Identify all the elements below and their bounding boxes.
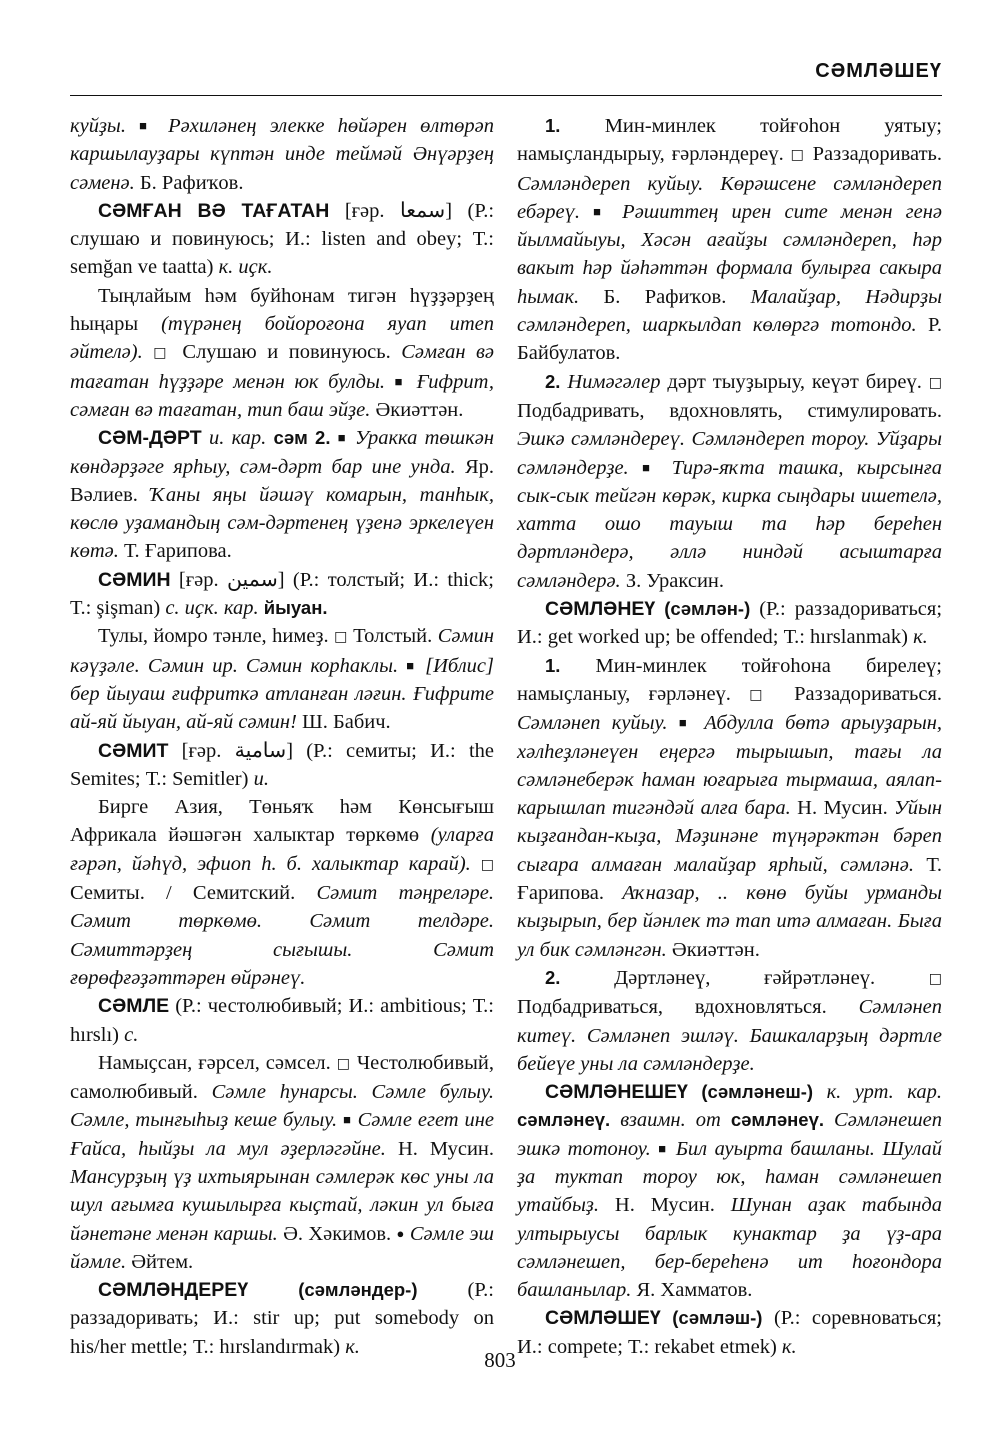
- sense-1: [517, 112, 942, 368]
- definition-text: Мин-минлек тойғоһон уятыу; намыҫландырыу, ғәрләндереү.: [517, 115, 942, 166]
- example: Рәхиләнең элекке һөйәрен өлтөрәп каршылауҙары күптән инде теймәй Әнүәрҙең сәменә.: [70, 115, 495, 194]
- example: Ҡаны яңы йәшәү комарын, танһык, көслө уҙамандың сәм-дәртенең үҙенә эркелеүен көтә.: [70, 483, 494, 563]
- russian-equivalent: Подбадриваться, вдохновляться.: [517, 996, 827, 1019]
- page-number: 803: [484, 1348, 516, 1372]
- arabic-script: سمعا: [400, 199, 446, 222]
- example: Сәмләнеп куйыу.: [517, 712, 668, 735]
- etymology: [ғәр.: [178, 568, 219, 591]
- source: Б. Рафиҡов.: [139, 171, 244, 194]
- entry-samgan: [70, 197, 494, 282]
- sense-1: [517, 652, 942, 964]
- example: Сәмләнешеп эшкә тотоноу.: [517, 1109, 943, 1160]
- example: Сәмле егет ине Ғайса, һыйҙы ла мул әҙерләгәйне.: [70, 1109, 495, 1160]
- example: Шунан аҙак табында ултырыусы барлык кунактар ҙа үҙ-ара сәмләнешеп, бер-береһенә ит һоғондора башланылар.: [517, 1194, 943, 1302]
- headword: СӘМИТ: [98, 739, 169, 762]
- part-of-speech: и.: [253, 767, 269, 790]
- arabic-script: سامية: [234, 739, 287, 762]
- open-square-icon: □: [928, 374, 942, 391]
- note: (уларға ғәрәп, йәһүд, эфиоп h. б. халыктар карай).: [70, 824, 494, 875]
- example: Сәмит тәңреләре. Сәмит төркөмө. Сәмит телдәре. Сәмиттәрҙең сығышы. Сәмит ғөрөфғәҙәттәрен өйрәнеү.: [70, 882, 494, 989]
- cross-reference: сәмләнеү.: [730, 1109, 825, 1131]
- square-marker-icon: ■: [139, 118, 155, 133]
- running-head: СӘМЛӘШЕҮ: [815, 60, 942, 82]
- entry-continuation: [70, 112, 494, 197]
- russian-equivalent: Семиты. / Семитский.: [70, 882, 296, 905]
- example: Сәмин кәүҙәле. Сәмин ир. Сәмин корһаклы.: [70, 625, 495, 677]
- open-square-icon: □: [334, 629, 348, 646]
- example: Тирә-яҡта ташка, кырсынға сык-сык тейгән көрәк, кирка сыңдары ишетелә, хатта ошо тауыш та һәр берeһен дәртләндерә, әллә ниндәй асыштарға сәмләндерә.: [517, 456, 943, 592]
- entry-samit: [70, 737, 494, 794]
- russian-equivalent: Слушаю и повинуюсь.: [182, 341, 391, 364]
- example: Ғифрит, сәмған вә тағатан, тип баш эйҙе.: [70, 370, 495, 421]
- source: Б. Рафиҡов.: [603, 285, 727, 308]
- entry-samlaneshew: [517, 1078, 942, 1304]
- square-marker-icon: ■: [337, 430, 348, 446]
- headword: СӘМЛӘНЕҮ: [545, 598, 656, 621]
- example: Уракка төшкән көндәрҙәге ярһыу, сәм-дәрт бар ине унда.: [70, 427, 494, 478]
- definition-text: Тулы, йомро тәнле, һимеҙ.: [98, 625, 329, 648]
- source: З. Ураксин.: [625, 569, 725, 592]
- example: Малайҙар, Нәдирҙы сәмләндереп, шаркылдап көлөргә тотондо.: [517, 285, 943, 337]
- russian-equivalent: Толстый.: [353, 625, 433, 648]
- open-square-icon: □: [336, 1055, 351, 1072]
- arabic-script: سمين: [226, 568, 278, 591]
- definition: [70, 282, 494, 424]
- stem: (сәмлән-): [664, 598, 751, 620]
- source: Т. Ғарипова.: [517, 853, 942, 905]
- entry-samlanew: [517, 595, 942, 652]
- entry-samle: [70, 992, 494, 1049]
- definition-text: Дәртләнеү, ғәйрәтләнеү.: [614, 966, 876, 989]
- source: Т. Ғарипова.: [124, 540, 232, 563]
- headword: СӘМҒАН ВӘ ТАҒАТАН: [98, 199, 330, 222]
- definition-text: Намыҫсан, ғәрсел, сәмсел.: [98, 1051, 331, 1074]
- headword: СӘМИН: [98, 568, 171, 591]
- part-of-speech: к. иҫк.: [218, 256, 273, 279]
- example: Рәшиттең ирен сите менән генә йылмайыуы, Хәсән ағайҙы сәмләндереп, һәр вакыт һәр йәһәттән формала булырға сакыра һымак.: [517, 200, 943, 308]
- example: Бил ауырта башланы. Шулай ҙа туктап тороу юк, һаман сәмләнешеп утайбыҙ.: [517, 1137, 943, 1217]
- etymology: [ғәр.: [181, 739, 222, 762]
- square-marker-icon: ■: [406, 657, 418, 673]
- definition: [70, 622, 494, 736]
- sense-number: 2.: [545, 370, 561, 392]
- square-marker-icon: ■: [343, 1112, 352, 1128]
- sense-number: 2.: [545, 966, 561, 988]
- definition-text: Бирге Азия, Төньяҡ һәм Көнсығыш Африкала йәшәгән халыктар төркөмө: [70, 796, 494, 847]
- example: Сәмле һунарсы. Сәмле булыу. Сәмле, тынғыһыҙ кеше булыу.: [70, 1081, 494, 1132]
- entry-samin: [70, 566, 494, 623]
- square-marker-icon: ■: [658, 1140, 669, 1156]
- square-marker-icon: ■: [678, 715, 693, 731]
- open-square-icon: □: [749, 686, 776, 703]
- russian-equivalent: Раззадоривать.: [812, 143, 943, 166]
- source: Ә. Хәкимов.: [283, 1222, 392, 1245]
- sense-2: [517, 964, 942, 1078]
- stem: (сәмләндер-): [298, 1279, 418, 1301]
- example: Аҡназар, .. көнө буйы урманды кыҙырып, бер йәнлек тә тап итә алмаған. Быға ул бик сәмләнгән.: [517, 882, 942, 961]
- part-of-speech: к. урт. кар.: [826, 1081, 943, 1104]
- translations: (Р.: раззадориваться; И.: get worked up; be offended; Т.: hırslanmak): [517, 598, 943, 649]
- headword: СӘМЛЕ: [98, 995, 170, 1018]
- translations: (Р.: соревноваться; И.: compete; Т.: rekabet etmek): [517, 1307, 942, 1358]
- stem: (сәмләш-): [672, 1307, 763, 1329]
- source: Н. Мусин.: [797, 797, 888, 820]
- source: Әкиәттән.: [671, 938, 760, 961]
- entry-sam-dart: [70, 424, 494, 565]
- sense-number: 1.: [545, 115, 561, 136]
- translations: ] (Р.: семиты; И.: the Semites; Т.: Semitler): [70, 739, 495, 790]
- headword: СӘМ-ДӘРТ: [98, 427, 202, 450]
- bullet-icon: ●: [396, 1225, 405, 1241]
- example: Сәмған вә тағатан һүҙҙәре менән юк булды.: [70, 341, 495, 393]
- example: [Иблис] бер йыуаш ғифриткә атланған ләғин. Ғифрите ай-яй йыуан, ай-яй сәмин!: [70, 654, 494, 734]
- open-square-icon: □: [928, 970, 943, 987]
- source: Н. Мусин.: [614, 1194, 715, 1217]
- source: Н. Мусин.: [397, 1137, 495, 1160]
- definition-text: дәрт тыуҙырыу, кеүәт биреү.: [667, 370, 922, 393]
- proverb: Сәмле эш йәмле.: [70, 1222, 495, 1273]
- open-square-icon: □: [153, 345, 172, 362]
- square-marker-icon: ■: [394, 373, 407, 389]
- example: куйҙы.: [70, 115, 126, 137]
- definition-text: Тыңлайым һәм буйһонам тигән һүҙҙәрҙең һыңары: [70, 284, 494, 336]
- translations: (Р.: раззадоривать; И.: stir up; put somebody on his/her mettle; Т.: hırslandırmak): [70, 1279, 494, 1358]
- translations: ] (Р.: толстый; И.: thick; Т.: şişman): [70, 568, 495, 620]
- example: Эшкә сәмләндереү. Сәмләндереп тороу. Уйҙары сәмләндерҙе.: [517, 428, 942, 479]
- cross-reference: сәмләнеү.: [517, 1109, 611, 1131]
- note: Нимәгәлер: [567, 370, 661, 393]
- part-of-speech: к.: [781, 1335, 797, 1358]
- source: Р. Байбулатов.: [517, 314, 942, 365]
- right-column: [517, 112, 942, 1361]
- open-square-icon: □: [790, 147, 806, 164]
- source: Әйтем.: [131, 1250, 194, 1273]
- source: Я. Хамматов.: [636, 1279, 753, 1302]
- source: Яр. Вәлиев.: [70, 455, 495, 506]
- headword: СӘМЛӘНЕШЕҮ: [545, 1081, 688, 1104]
- sense-2: [517, 368, 942, 595]
- example: Мансурҙың үҙ ихтыярынан сәмлерәк көс уны ла шул ағымға кушылырға кыҫтай, ләкин ул быға йәнетәне менән каршы.: [70, 1165, 494, 1245]
- left-column: [70, 112, 494, 1361]
- russian-equivalent: Подбадривать, вдохновлять, стимулировать.: [517, 399, 942, 422]
- part-of-speech: к.: [913, 626, 928, 649]
- headword: СӘМЛӘНДЕРЕҮ: [98, 1279, 249, 1302]
- note: взаимн. от: [620, 1109, 721, 1132]
- part-of-speech: к.: [345, 1335, 360, 1358]
- definition: [70, 793, 494, 992]
- header-rule: [70, 95, 942, 96]
- russian-equivalent: Честолюбивый, самолюбивый.: [70, 1051, 495, 1104]
- translations: ] (Р.: слушаю и повинуюсь; И.: listen and obey; Т.: semğan ve taatta): [70, 199, 495, 279]
- example: Уйын кыҙғандан-кыҙа, Мәҙинәне түңәрәктән бәреп сығара алмаған малайҙар ярһый, сәмләнә.: [517, 797, 942, 876]
- example: Абдулла бөтә арыуҙарын, хәлһеҙләнеүен еңергә тырышып, тағы ла сәмләнеберәк һаман юғарыға тырмаша, аялап-карышлап тигәндәй алға бара.: [517, 712, 943, 820]
- source: Әкиәттән.: [375, 398, 464, 421]
- open-square-icon: □: [480, 856, 495, 873]
- square-marker-icon: ■: [593, 203, 610, 219]
- translations: (Р.: честолюбивый; И.: ambitious; Т.: hırslı): [70, 995, 495, 1046]
- russian-equivalent: Раззадориваться.: [794, 682, 943, 705]
- synonym: йыуан.: [263, 597, 328, 619]
- sense-number: 1.: [545, 654, 561, 676]
- square-marker-icon: ■: [642, 459, 659, 475]
- example: Сәмләнеп китеү. Сәмләнеп эшләү. Башкаларҙың дәртле бейеүе уны ла сәмләндерҙе.: [517, 996, 942, 1075]
- stem: (сәмләнеш-): [701, 1081, 814, 1103]
- cross-reference: сәм 2.: [273, 427, 331, 449]
- source: Ш. Бабич.: [302, 711, 391, 734]
- part-of-speech: с. иҫк. кар.: [165, 597, 259, 620]
- etymology: [ғәр.: [344, 199, 385, 222]
- definition: [70, 1049, 494, 1276]
- definition-text: Мин-минлек тойғоһона бирелеү; намыҫланыу, ғәрләнеү.: [517, 654, 942, 705]
- note: (түрәнең бойороғона яуап итеп әйтелә).: [70, 313, 494, 364]
- headword: СӘМЛӘШЕҮ: [545, 1307, 661, 1330]
- part-of-speech: с.: [124, 1023, 139, 1046]
- example: Сәмләндереп куйыу. Көрәшсене сәмләндереп ебәреү.: [517, 172, 942, 223]
- part-of-speech: и. кар.: [208, 427, 267, 450]
